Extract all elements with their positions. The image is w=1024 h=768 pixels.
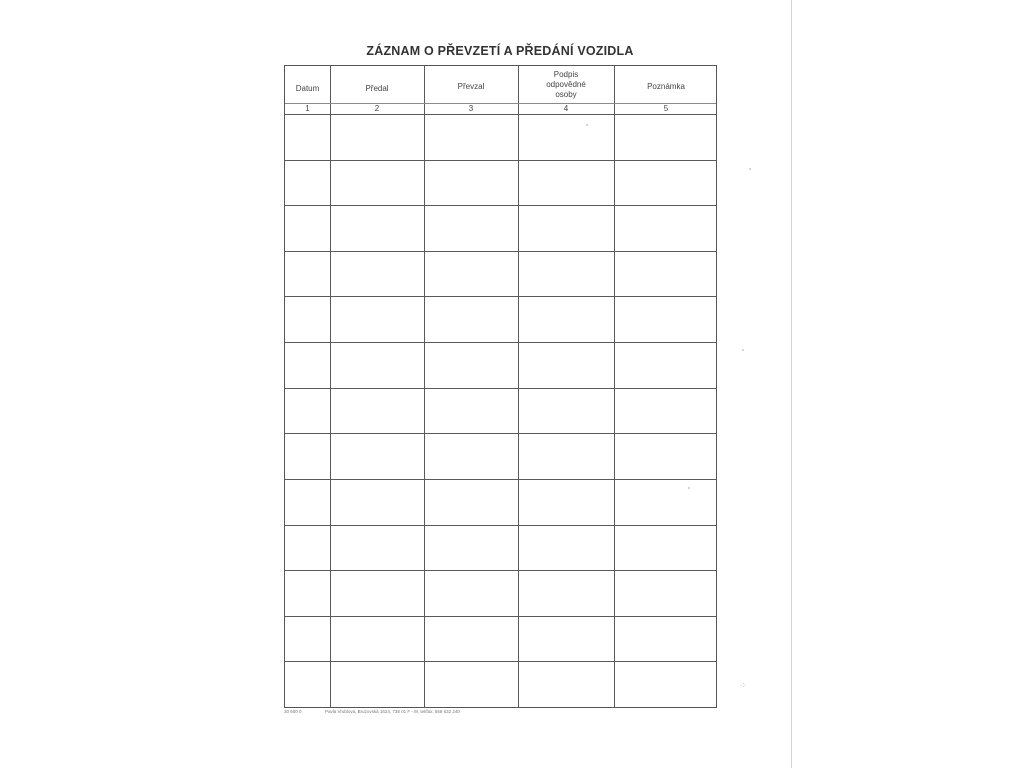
entry-row bbox=[285, 479, 716, 525]
entry-row bbox=[285, 114, 716, 160]
form-code: 30 600 0 bbox=[284, 709, 302, 714]
page-edge bbox=[791, 0, 792, 768]
col-header-podpis: Podpis odpovědné osoby bbox=[546, 70, 586, 99]
col-header-predal: Předal bbox=[365, 84, 389, 93]
scan-speck bbox=[586, 124, 588, 126]
scan-speck bbox=[742, 349, 744, 351]
col-number-4: 4 bbox=[563, 104, 569, 113]
scan-speck bbox=[688, 487, 690, 489]
margin-mark-icon: ⁘ bbox=[740, 681, 747, 690]
col-number-2: 2 bbox=[374, 104, 380, 113]
entry-row bbox=[285, 160, 716, 206]
col-number-3: 3 bbox=[468, 104, 474, 113]
entry-row bbox=[285, 661, 716, 707]
handover-record-table bbox=[284, 65, 717, 708]
entry-row bbox=[285, 616, 716, 662]
col-header-poznamka: Poznámka bbox=[647, 82, 685, 91]
entry-row bbox=[285, 342, 716, 388]
col-header-datum: Datum bbox=[295, 84, 320, 93]
header-separator bbox=[285, 103, 716, 104]
publisher-line: Pavla Vrublová, Bruzovská 1624, 738 01 F - M, tel/fax: 558 632 240 bbox=[325, 709, 460, 714]
scan-speck bbox=[749, 168, 751, 170]
col-header-prevzal: Převzal bbox=[457, 82, 485, 91]
entry-row bbox=[285, 251, 716, 297]
entry-row bbox=[285, 525, 716, 571]
entry-row bbox=[285, 570, 716, 616]
entry-row bbox=[285, 296, 716, 342]
col-number-1: 1 bbox=[305, 104, 310, 113]
document-title: ZÁZNAM O PŘEVZETÍ A PŘEDÁNÍ VOZIDLA bbox=[366, 44, 634, 58]
col-number-5: 5 bbox=[663, 104, 669, 113]
entry-row bbox=[285, 433, 716, 479]
entry-row bbox=[285, 388, 716, 434]
entry-row bbox=[285, 205, 716, 251]
